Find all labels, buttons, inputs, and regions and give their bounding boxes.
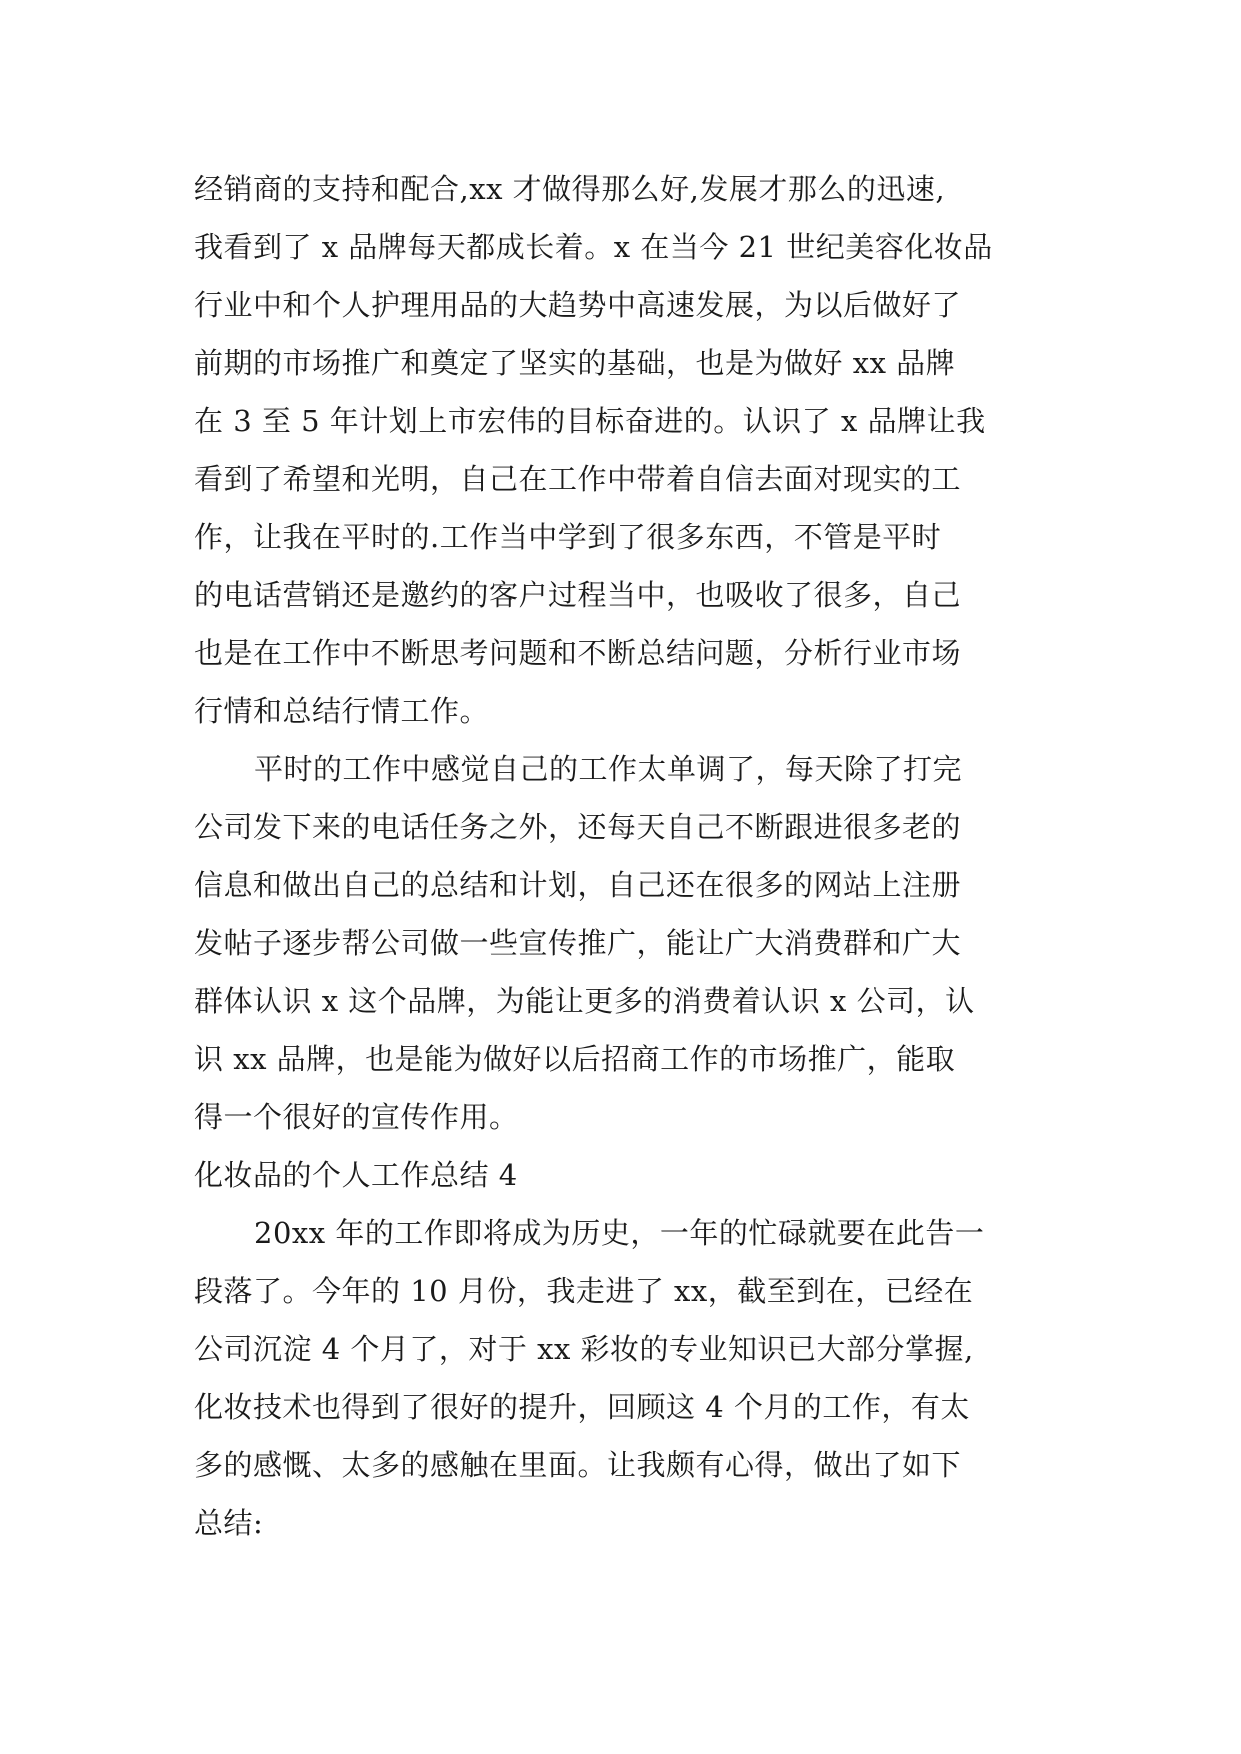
document-page bbox=[194, 160, 1054, 1552]
text-line: 我看到了 x 品牌每天都成长着。x 在当今 21 世纪美容化妆品 bbox=[194, 230, 993, 264]
text-line: 行情和总结行情工作。 bbox=[194, 694, 490, 728]
text-line: 信息和做出自己的总结和计划，自己还在很多的网站上注册 bbox=[194, 868, 962, 902]
text-line: 识 xx 品牌，也是能为做好以后招商工作的市场推广，能取 bbox=[194, 1042, 956, 1076]
text-line: 发帖子逐步帮公司做一些宣传推广，能让广大消费群和广大 bbox=[194, 926, 962, 960]
text-line: 前期的市场推广和奠定了坚实的基础，也是为做好 xx 品牌 bbox=[194, 346, 956, 380]
text-line: 公司发下来的电话任务之外，还每天自己不断跟进很多老的 bbox=[194, 810, 962, 844]
text-line: 看到了希望和光明，自己在工作中带着自信去面对现实的工 bbox=[194, 462, 962, 496]
text-line: 也是在工作中不断思考问题和不断总结问题，分析行业市场 bbox=[194, 636, 962, 670]
text-line: 在 3 至 5 年计划上市宏伟的目标奋进的。认识了 x 品牌让我 bbox=[194, 404, 986, 438]
paragraph-year-summary bbox=[194, 1204, 1054, 1552]
text-line: 经销商的支持和配合,xx 才做得那么好,发展才那么的迅速, bbox=[194, 172, 946, 206]
text-line: 20xx 年的工作即将成为历史，一年的忙碌就要在此告一 bbox=[254, 1216, 985, 1250]
text-line: 得一个很好的宣传作用。 bbox=[194, 1100, 519, 1134]
text-line: 行业中和个人护理用品的大趋势中高速发展，为以后做好了 bbox=[194, 288, 962, 322]
section-heading: 化妆品的个人工作总结 4 bbox=[194, 1158, 518, 1192]
text-line: 作，让我在平时的.工作当中学到了很多东西，不管是平时 bbox=[194, 520, 942, 554]
paragraph-daily-work bbox=[194, 740, 1054, 1146]
text-line: 多的感慨、太多的感触在里面。让我颇有心得，做出了如下 bbox=[194, 1448, 962, 1482]
text-line: 平时的工作中感觉自己的工作太单调了，每天除了打完 bbox=[254, 752, 963, 786]
text-line: 公司沉淀 4 个月了，对于 xx 彩妆的专业知识已大部分掌握, bbox=[194, 1332, 974, 1366]
text-line: 的电话营销还是邀约的客户过程当中，也吸收了很多，自己 bbox=[194, 578, 962, 612]
text-line: 化妆技术也得到了很好的提升，回顾这 4 个月的工作，有太 bbox=[194, 1390, 970, 1424]
text-line: 段落了。今年的 10 月份，我走进了 xx，截至到在，已经在 bbox=[194, 1274, 974, 1308]
paragraph-continuation bbox=[194, 160, 1054, 740]
text-line: 群体认识 x 这个品牌，为能让更多的消费着认识 x 公司，认 bbox=[194, 984, 975, 1018]
text-line: 总结: bbox=[194, 1506, 264, 1540]
